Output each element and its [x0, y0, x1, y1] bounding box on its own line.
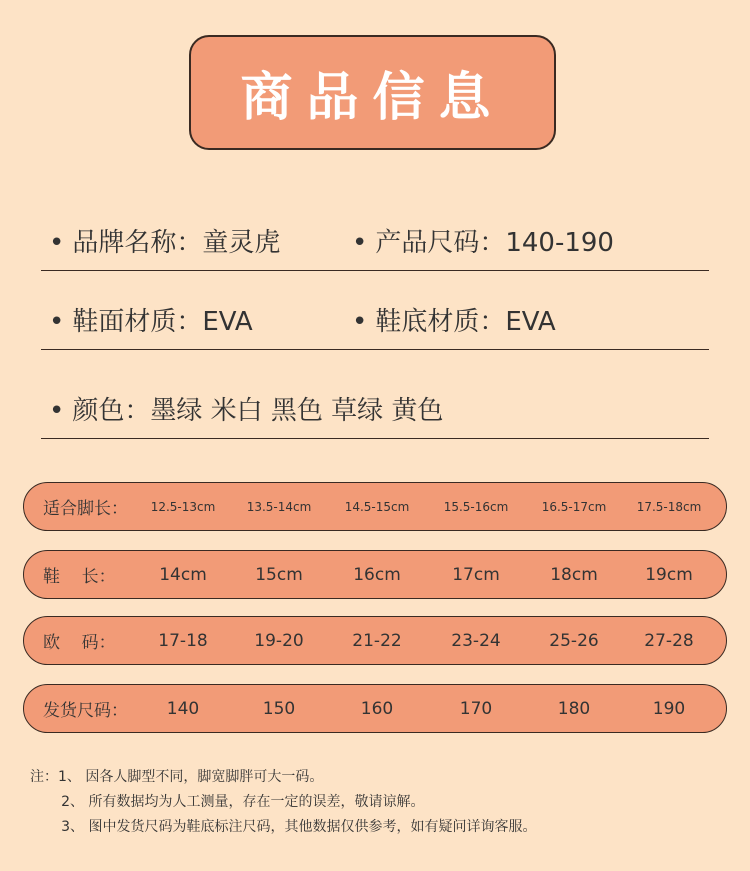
title-banner — [189, 35, 556, 150]
size-cell: 15.5-16cm — [443, 499, 509, 514]
size-cell: 13.5-14cm — [246, 499, 312, 514]
size-cell: 12.5-13cm — [150, 499, 216, 514]
size-cell: 160 — [360, 698, 394, 719]
info-row-materials — [41, 301, 709, 350]
size-cell: 18cm — [550, 564, 598, 585]
size-cell: 17-18 — [158, 630, 208, 651]
size-cell: 150 — [262, 698, 296, 719]
size-row-label: 鞋 长： — [43, 567, 116, 587]
size-cell: 14.5-15cm — [344, 499, 410, 514]
size-row-label: 适合脚长： — [43, 499, 128, 519]
size-row-shoe-length — [23, 550, 727, 599]
size-cell: 19cm — [645, 564, 693, 585]
product-size-item: • 产品尺码：140-190 — [352, 228, 614, 258]
brand-name-item: • 品牌名称：童灵虎 — [49, 228, 281, 258]
size-row-label: 欧 码： — [43, 633, 116, 653]
page-title: 商品信息 — [240, 68, 505, 128]
sole-material-item: • 鞋底材质：EVA — [352, 307, 556, 337]
colors-item: • 颜色：墨绿 米白 黑色 草绿 黄色 — [49, 396, 444, 426]
size-row-foot-length — [23, 482, 727, 531]
note-line: 2、 所有数据均为人工测量，存在一定的误差，敬请谅解。 — [30, 794, 425, 810]
size-cell: 23-24 — [451, 630, 501, 651]
size-cell: 17cm — [452, 564, 500, 585]
upper-material-item: • 鞋面材质：EVA — [49, 307, 253, 337]
size-cell: 19-20 — [254, 630, 304, 651]
size-row-eu-size — [23, 616, 727, 665]
size-cell: 190 — [652, 698, 686, 719]
size-cell: 140 — [166, 698, 200, 719]
size-cell: 27-28 — [644, 630, 694, 651]
size-cell: 25-26 — [549, 630, 599, 651]
size-cell: 17.5-18cm — [636, 499, 702, 514]
size-cell: 16cm — [353, 564, 401, 585]
size-cell: 21-22 — [352, 630, 402, 651]
notes — [30, 765, 537, 840]
info-row-brand-size — [41, 222, 709, 271]
size-cell: 170 — [459, 698, 493, 719]
size-cell: 180 — [557, 698, 591, 719]
size-cell: 16.5-17cm — [541, 499, 607, 514]
size-cell: 15cm — [255, 564, 303, 585]
size-cell: 14cm — [159, 564, 207, 585]
note-line: 3、 图中发货尺码为鞋底标注尺码，其他数据仅供参考，如有疑问详询客服。 — [30, 819, 537, 835]
size-row-ship-size — [23, 684, 727, 733]
info-row-colors — [41, 390, 709, 439]
note-line: 注：1、 因各人脚型不同，脚宽脚胖可大一码。 — [30, 769, 324, 785]
size-row-label: 发货尺码： — [43, 701, 128, 721]
